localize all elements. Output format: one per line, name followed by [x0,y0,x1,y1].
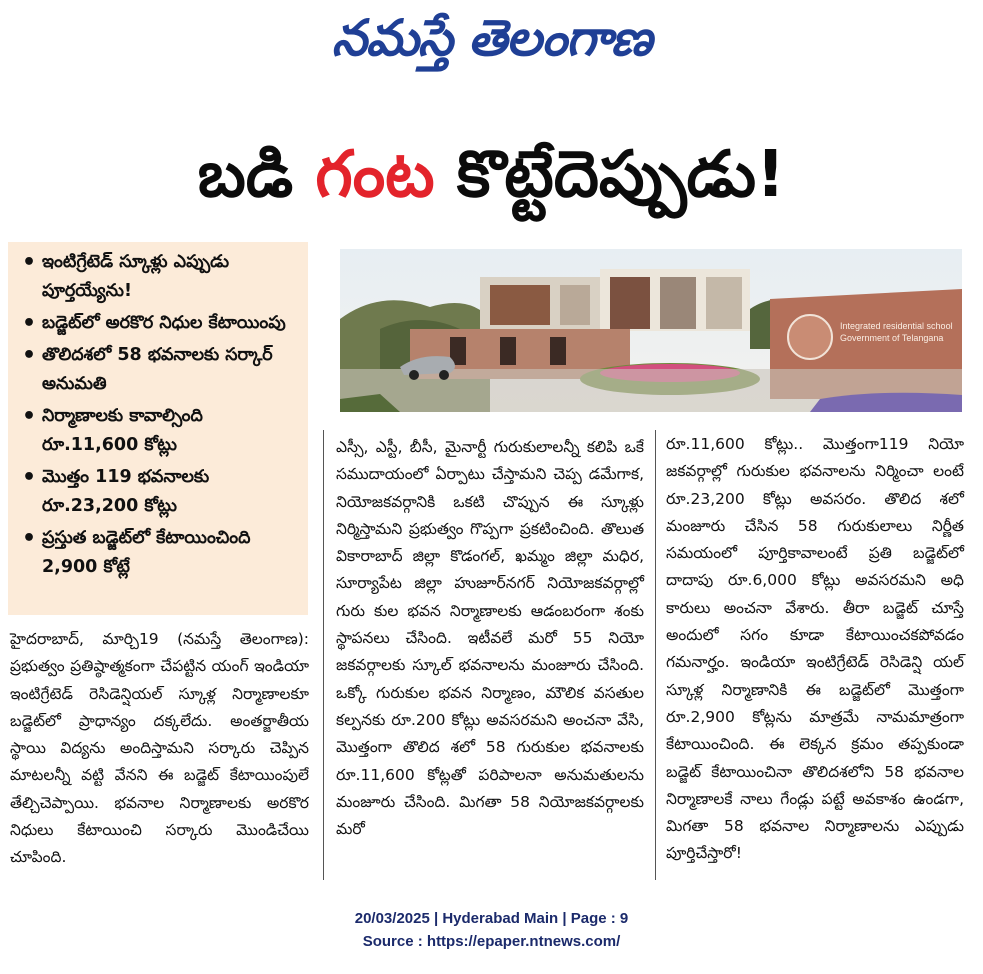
headline-accent: గంట [315,138,435,212]
headline-part1: బడి [197,138,294,212]
school-photo-illustration [340,249,962,412]
column-divider [323,430,324,880]
headline [0,128,983,223]
article-column-1: హైదరాబాద్, మార్చి19 (నమస్తే తెలంగాణ): ప్రభుత్వం ప్రతిష్ఠాత్మకంగా చేపట్టిన యంగ్ ఇండియా ఇంటిగ్రేటెడ్ రెసిడెన్షియల్ స్కూళ్ల నిర్మాణాలకూ బడ్జెట్‌లో ప్రాధాన్యం దక్కలేదు. అంతర్జాతీయ స్థాయి విద్యను అందిస్తామని సర్కారు చెప్పిన మాటలన్నీ వట్టి వేనని ఈ బడ్జెట్ కేటాయింపులే తేల్చిచెప్పాయి. భవనాల నిర్మాణాలకు అరకొర నిధులు కేటాయించి సర్కారు మొండిచేయి చూపింది. [10,630,309,867]
sign-line1: Integrated residential school [840,321,953,331]
highlight-item: • నిర్మాణాలకు కావాల్సింది రూ.11,600 కోట్లు [20,402,302,460]
footer-source: Source : https://epaper.ntnews.com/ [362,933,621,950]
highlight-item: • తొలిదశలో 58 భవనాలకు సర్కార్ అనుమతి [20,341,302,399]
highlights-box [8,242,308,615]
masthead-title: నమస్తే తెలంగాణ [331,8,652,67]
masthead-logo [0,6,983,70]
highlight-item: • ఇంటిగ్రేటెడ్ స్కూళ్లు ఎప్పుడు పూర్తయ్యేను! [20,248,302,306]
school-photo [340,249,962,412]
footer-edition: 20/03/2025 | Hyderabad Main | Page : 9 [354,910,629,927]
column-divider [655,430,656,880]
headline-part2: కొట్టేదెప్పుడు! [456,138,786,212]
highlight-item: • బడ్జెట్‌లో అరకొర నిధుల కేటాయింపు [20,309,302,338]
footer [0,907,983,953]
article-column-2: ఎస్సీ, ఎస్టీ, బీసీ, మైనార్టీ గురుకులాలన్నీ కలిపి ఒకే సముదాయంలో ఏర్పాటు చేస్తామని చెప్ప డమేగాక, నియోజకవర్గానికి ఒకటి చొప్పున ఈ స్కూళ్లు నిర్మిస్తామని ప్రభుత్వం గొప్పగా ప్రకటించింది. తొలుత వికారాబాద్ జిల్లా కొడంగల్, ఖమ్మం జిల్లా మధిర, సూర్యాపేట జిల్లా హుజూర్‌నగర్ నియోజకవర్గాల్లో గురు కుల భవన నిర్మాణాలకు ఆడంబరంగా శంకు స్థాపనలు చేసింది. ఇటీవలే మరో 55 నియో జకవర్గాలకు స్కూల్ భవనాలను మంజూరు చేసింది. ఒక్కో గురుకుల భవన నిర్మాణం, మౌలిక వసతుల కల్పనకు రూ.200 కోట్లు అవసరమని అంచనా వేసి, మొత్తంగా తొలిద శలో 58 గురుకుల భవనాలకు రూ.11,600 కోట్లతో పరిపాలనా అనుమతులను మంజూరు చేసింది. మిగతా 58 నియోజకవర్గాలకు మరో [336,438,644,839]
sign-line2: Government of Telangana [840,333,944,343]
highlight-item: • మొత్తం 119 భవనాలకు రూ.23,200 కోట్లు [20,463,302,521]
highlight-item: • ప్రస్తుత బడ్జెట్‌లో కేటాయించింది 2,900 కోట్లే [20,524,302,582]
article-column-3: రూ.11,600 కోట్లు.. మొత్తంగా119 నియో జకవర్గాల్లో గురుకుల భవనాలను నిర్మించా లంటే రూ.23,200 కోట్లు అవసరం. తొలిద శలో మంజూరు చేసిన 58 గురుకులాలు నిర్ణీత సమయంలో పూర్తికావాలంటే ప్రతి బడ్జెట్‌లో దాదాపు రూ.6,000 కోట్లు అవసరమని అధి కారులు అంచనా వేశారు. తీరా బడ్జెట్ చూస్తే అందులో సగం కూడా కేటాయించకపోవడం గమనార్హం. ఇండియా ఇంటిగ్రేటెడ్ రెసిడెన్షి యల్ స్కూళ్ల నిర్మాణానికి ఈ బడ్జెట్‌లో మొత్తంగా రూ.2,900 కోట్లను మాత్రమే నామమాత్రంగా కేటాయించింది. ఈ లెక్కన క్రమం తప్పకుండా బడ్జెట్ కేటాయించినా తొలిదశలోని 58 భవనాల నిర్మాణాలకే నాలు గేండ్లు పట్టే అవకాశం ఉండగా, మిగతా 58 భవనాల నిర్మాణాలను ఎప్పుడు పూర్తిచేస్తారో! [666,435,964,863]
